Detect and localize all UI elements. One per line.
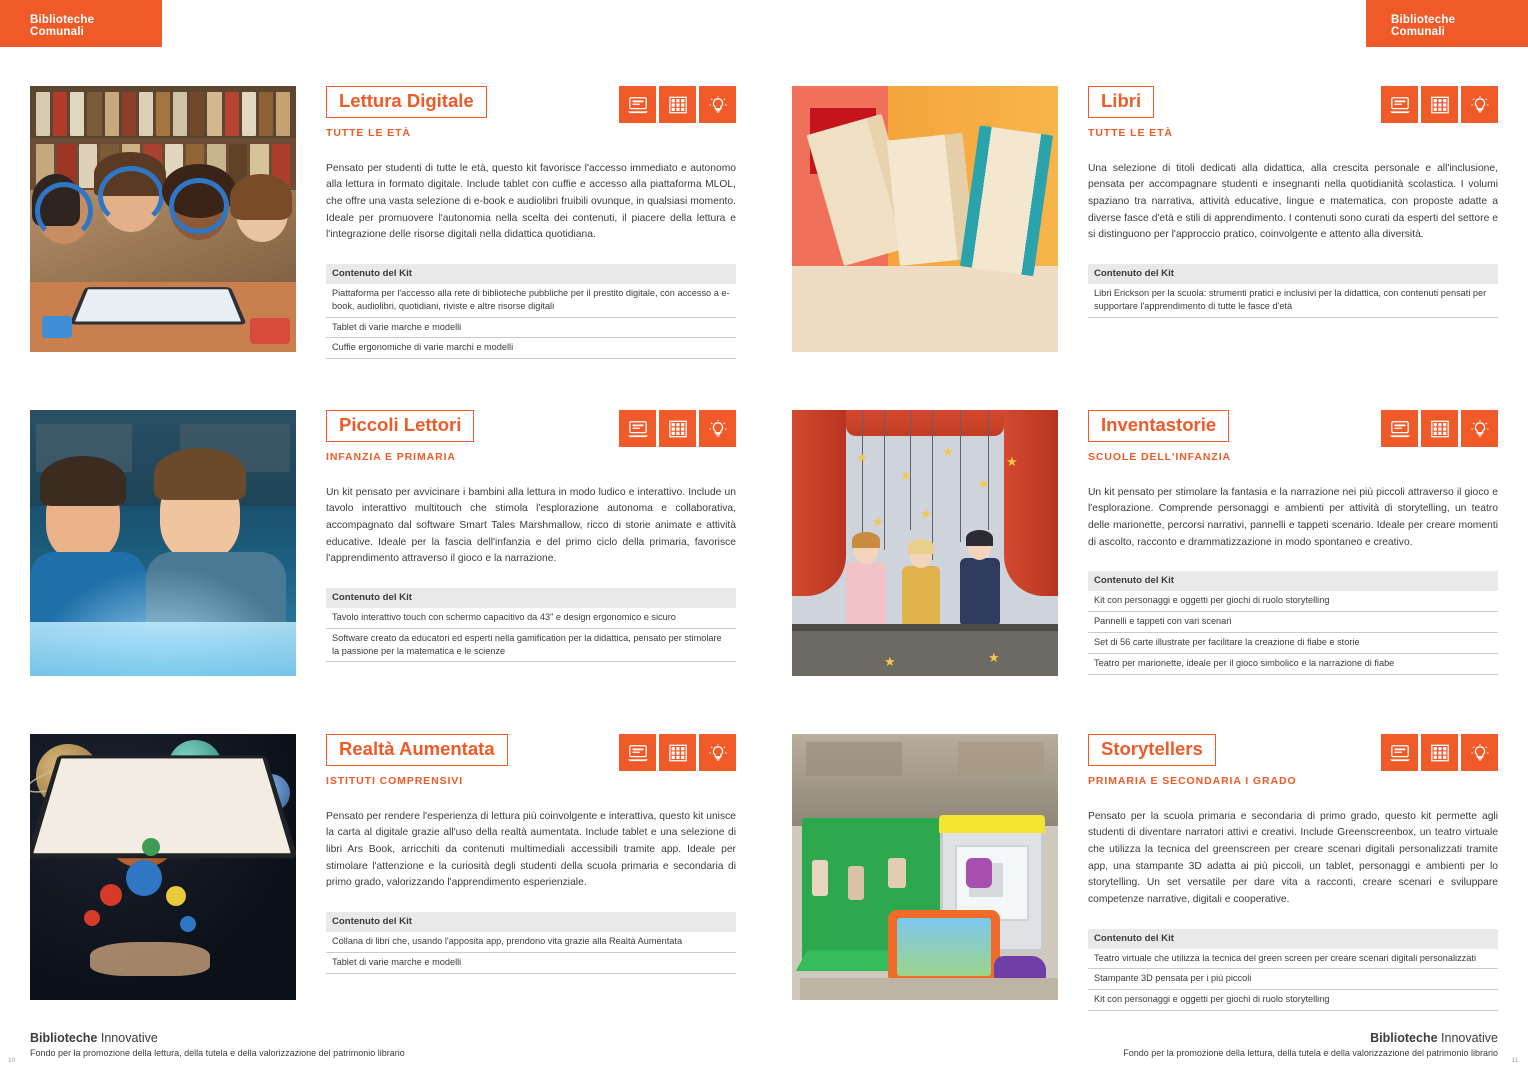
content-item: Kit con personaggi e oggetti per giochi di ruolo storytelling: [1088, 591, 1498, 612]
kit-title: Storytellers: [1088, 734, 1216, 766]
kit-body: [326, 410, 736, 662]
kit-body: [326, 734, 736, 974]
lightbulb-idea-icon: [1461, 86, 1498, 123]
grid-book-icon: [1421, 734, 1458, 771]
footer-title: [30, 1031, 405, 1045]
laptop-icon: [1381, 410, 1418, 447]
page-number-left: 10: [8, 1057, 16, 1064]
footer-title-bold: Biblioteche: [1370, 1031, 1438, 1045]
content-item: Piattaforma per l'accesso alla rete di biblioteche pubbliche per il prestito digitale, con accesso a e-book, audiolibri, quotidiani, riviste e altre risorse digitali: [326, 284, 736, 318]
kit-image-piccoli-lettori: [30, 410, 296, 676]
kit-subtitle: INFANZIA E PRIMARIA: [326, 450, 456, 463]
kit-subtitle: ISTITUTI COMPRENSIVI: [326, 774, 464, 787]
content-item: Tablet di varie marche e modelli: [326, 318, 736, 339]
footer-left: [30, 1031, 405, 1058]
lightbulb-idea-icon: [699, 410, 736, 447]
kit-card: [792, 86, 1498, 364]
lightbulb-idea-icon: [699, 734, 736, 771]
header-tab-right: [1366, 0, 1528, 47]
content-item: Libri Erickson per la scuola: strumenti pratici e inclusivi per la didattica, con contenuti pensati per supportare l'apprendimento di tutte le fasce d'età: [1088, 284, 1498, 318]
kit-card: [792, 734, 1498, 1012]
kit-icon-group: [1381, 86, 1498, 123]
kit-title: Lettura Digitale: [326, 86, 487, 118]
content-item: Kit con personaggi e oggetti per giochi di ruolo storytelling: [1088, 990, 1498, 1011]
kit-description: Pensato per rendere l'esperienza di lettura più coinvolgente e interattiva, questo kit unisce la carta al digitale grazie all'uso della realtà aumentata. Include tablet e una selezione di libri Ars Book, arricchiti da contenuti multimediali accessibili tramite app. Ideale per stimolare l'attenzione e la curiosità degli studenti della scuola primaria e secondaria di primo grado, valorizzando l'apprendimento esperienziale.: [326, 810, 736, 889]
content-header: Contenuto del Kit: [1088, 929, 1498, 949]
kit-subtitle: SCUOLE DELL'INFANZIA: [1088, 450, 1231, 463]
content-item: Collana di libri che, usando l'apposita app, prendono vita grazie alla Realtà Aumentata: [326, 932, 736, 953]
footer-caption: Fondo per la promozione della lettura, della tutela e della valorizzazione del patrimonio librario: [1123, 1048, 1498, 1058]
content-item: Tablet di varie marche e modelli: [326, 953, 736, 974]
grid-book-icon: [1421, 86, 1458, 123]
column-right: [792, 86, 1498, 1058]
laptop-icon: [619, 86, 656, 123]
kit-icon-group: [1381, 410, 1498, 447]
kit-image-libri: [792, 86, 1058, 352]
kit-title: Realtà Aumentata: [326, 734, 508, 766]
kit-title: Inventastorie: [1088, 410, 1229, 442]
grid-book-icon: [659, 86, 696, 123]
footer-right: [1123, 1031, 1498, 1058]
content-item: Teatro virtuale che utilizza la tecnica del green screen per creare scenari digitali personalizzati: [1088, 949, 1498, 970]
laptop-icon: [1381, 734, 1418, 771]
column-left: [30, 86, 736, 1058]
kit-subtitle: TUTTE LE ETÀ: [1088, 126, 1173, 139]
kit-card: [30, 410, 736, 688]
kit-description: Pensato per la scuola primaria e secondaria di primo grado, questo kit permette agli studenti di diventare narratori attivi e creativi. Include Greenscreenbox, un teatro virtuale che utilizza la tecnica del greenscreen per creare scenari digitali personalizzati tramite app, una stampante 3D adatta ai più piccoli, un tablet, personaggi e ambienti per lo storytelling. Un set versatile per dare vita a racconti, creare scenari e sviluppare competenze narrative, digitali e cooperative.: [1088, 810, 1498, 905]
kit-body: [1088, 734, 1498, 1011]
lightbulb-idea-icon: [1461, 410, 1498, 447]
header-tab-right-label: Biblioteche Comunali: [1391, 14, 1456, 38]
footer-title: [1123, 1031, 1498, 1045]
lightbulb-idea-icon: [699, 86, 736, 123]
footer-title-light: Innovative: [100, 1031, 158, 1045]
content-item: Stampante 3D pensata per i più piccoli: [1088, 969, 1498, 990]
content-item: Teatro per marionette, ideale per il gioco simbolico e la narrazione di fiabe: [1088, 654, 1498, 675]
laptop-icon: [619, 410, 656, 447]
kit-body: [1088, 410, 1498, 675]
kit-icon-group: [619, 86, 736, 123]
footer-title-light: Innovative: [1441, 1031, 1498, 1045]
kit-card: [30, 86, 736, 364]
kit-image-storytellers: [792, 734, 1058, 1000]
kit-title: Libri: [1088, 86, 1154, 118]
kit-description: Un kit pensato per avvicinare i bambini alla lettura in modo ludico e interattivo. Include un tavolo interattivo multitouch che stimola l'esplorazione autonoma e collaborativa, accompagnato dal software Smart Tales Marshmallow, ricco di storie animate e attività educative. Ideale per la fascia dell'infanzia e del primo ciclo della primaria, favorisce l'apprendimento attraverso il gioco e la narrazione.: [326, 486, 736, 565]
kit-icon-group: [1381, 734, 1498, 771]
footer-caption: Fondo per la promozione della lettura, della tutela e della valorizzazione del patrimonio librario: [30, 1048, 405, 1058]
kit-image-realta-aumentata: [30, 734, 296, 1000]
kit-description: Pensato per studenti di tutte le età, questo kit favorisce l'accesso immediato e autonomo alla lettura in formato digitale. Include tablet con cuffie e accesso alla piattaforma MLOL, che offre una vasta selezione di e-book e audiolibri fruibili ovunque, in qualsiasi momento. Ideale per promuovere l'autonomia nella scelta dei contenuti, il piacere della lettura e l'integrazione delle risorse digitali nella didattica quotidiana.: [326, 162, 736, 241]
kit-card: [792, 410, 1498, 688]
header-tab-left-label: Biblioteche Comunali: [30, 14, 95, 38]
lightbulb-idea-icon: [1461, 734, 1498, 771]
grid-book-icon: [659, 734, 696, 771]
content-header: Contenuto del Kit: [326, 264, 736, 284]
laptop-icon: [619, 734, 656, 771]
content-item: Pannelli e tappeti con vari scenari: [1088, 612, 1498, 633]
kit-subtitle: PRIMARIA E SECONDARIA I GRADO: [1088, 774, 1297, 787]
kit-description: Un kit pensato per stimolare la fantasia e la narrazione nei più piccoli attraverso il gioco e l'esplorazione. Comprende personaggi e ambienti per attività di storytelling, un teatro delle marionette, percorsi narrativi, pannelli e tappeti scenario. Ideale per creare momenti di ascolto, racconto e drammatizzazione in modo spontaneo e creativo.: [1088, 486, 1498, 548]
kit-title: Piccoli Lettori: [326, 410, 474, 442]
kit-image-inventastorie: ★ ★ ★ ★ ★ ★ ★ ★ ★: [792, 410, 1058, 676]
kit-body: [1088, 86, 1498, 318]
kit-subtitle: TUTTE LE ETÀ: [326, 126, 411, 139]
content-item: Software creato da educatori ed esperti nella gamification per la didattica, pensato per stimolare la passione per la matematica e le scienze: [326, 629, 736, 663]
kit-card: [30, 734, 736, 1012]
grid-book-icon: [1421, 410, 1458, 447]
content-header: Contenuto del Kit: [326, 912, 736, 932]
laptop-icon: [1381, 86, 1418, 123]
content-header: Contenuto del Kit: [1088, 571, 1498, 591]
content-header: Contenuto del Kit: [326, 588, 736, 608]
header-tab-left: [0, 0, 162, 47]
content-header: Contenuto del Kit: [1088, 264, 1498, 284]
kit-description: Una selezione di titoli dedicati alla didattica, alla crescita personale e all'inclusione, pensata per accompagnare studenti e insegnanti nella quotidianità scolastica. I volumi spaziano tra narrativa, attività educative, lingue e matematica, con proposte adatte a diverse fasce d'età e stili di apprendimento. I contenuti sono curati da esperti del settore e si distinguono per l'approccio pratico, coinvolgente e attento alla diversità.: [1088, 162, 1498, 241]
kit-icon-group: [619, 734, 736, 771]
page-number-right: 11: [1511, 1057, 1518, 1064]
kit-icon-group: [619, 410, 736, 447]
kit-body: [326, 86, 736, 359]
content-item: Tavolo interattivo touch con schermo capacitivo da 43" e design ergonomico e sicuro: [326, 608, 736, 629]
content-item: Set di 56 carte illustrate per facilitare la creazione di fiabe e storie: [1088, 633, 1498, 654]
footer-title-bold: Biblioteche: [30, 1031, 98, 1045]
content-item: Cuffie ergonomiche di varie marchi e modelli: [326, 338, 736, 359]
kit-image-lettura-digitale: [30, 86, 296, 352]
grid-book-icon: [659, 410, 696, 447]
